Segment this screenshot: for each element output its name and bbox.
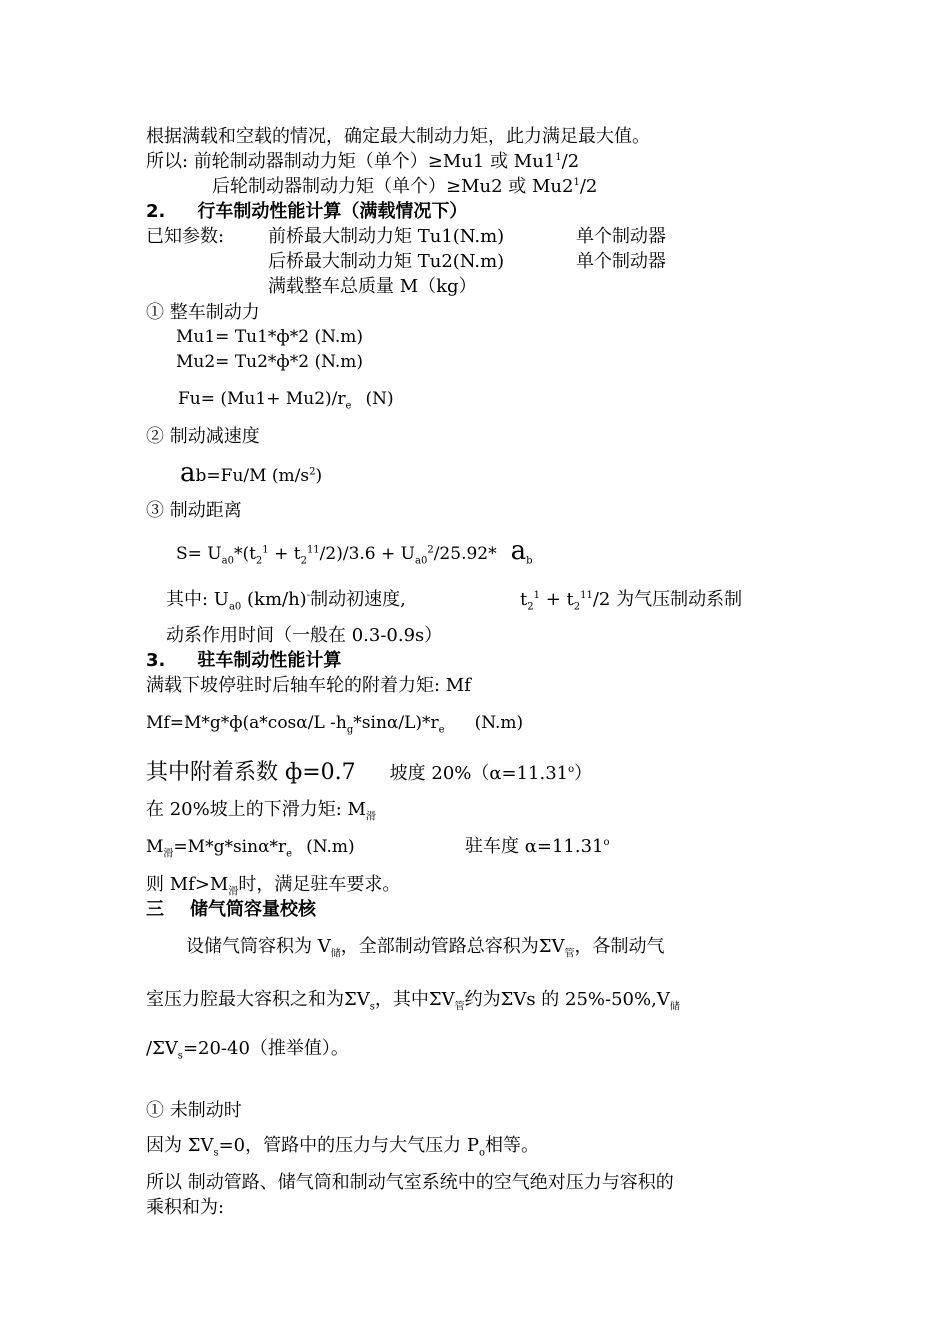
subscript: 滑 [163, 848, 174, 860]
note-line [166, 589, 406, 611]
text-span: /2)/3.6 + U [319, 544, 415, 564]
text-span: =0，管路中的压力与大气压力 P [218, 1135, 479, 1156]
text-span: ，全部制动管路总容积为ΣV [340, 936, 565, 957]
text-span: *sinα/L)*r [353, 713, 439, 733]
section-number: 三 [146, 899, 164, 920]
text-line [212, 176, 597, 198]
superscript: 1 [555, 152, 562, 163]
text-span: 设储气筒容积为 V [186, 936, 331, 957]
text-span: Fu= (Mu1+ Mu2)/r [178, 389, 346, 409]
subscript: s [177, 1050, 183, 1062]
formula [178, 388, 394, 410]
section-heading [146, 201, 467, 223]
text-span: 所以: 前轮制动器制动力矩（单个）≥Mu1 或 Mu1 [146, 151, 556, 172]
superscript: 1 [573, 177, 580, 188]
text-span: 相等。 [485, 1135, 539, 1156]
text-line [146, 1038, 349, 1060]
subscript: 2 [527, 601, 534, 613]
text-span: (N) [365, 389, 394, 409]
text-line [146, 762, 592, 785]
subscript: g [346, 724, 354, 736]
param-line: 后桥最大制动力矩 Tu2(N.m) [268, 251, 505, 272]
symbol: a [510, 536, 527, 566]
text-span: (N.m) [306, 837, 355, 857]
superscript: 11 [580, 590, 593, 601]
subscript: o [478, 1147, 485, 1159]
text-line: 根据满载和空载的情况，确定最大制动力矩，此力满足最大值。 [146, 126, 650, 147]
text-span: 约为ΣVs 的 25%-50%,V [464, 989, 670, 1010]
text-span: /2 为气压制动系制 [592, 589, 743, 610]
subscript: 储 [330, 948, 341, 960]
text-span: (km/h) [241, 589, 307, 610]
superscript: - [306, 590, 311, 601]
subscript: a0 [228, 601, 242, 613]
text-line [146, 874, 400, 896]
text-span: ，各制动气 [574, 936, 665, 957]
text-span: =20-40（推举值）。 [182, 1038, 349, 1059]
param-line: 满载整车总质量 M（kg） [268, 276, 477, 297]
text-line: 满载下坡停驻时后轴车轮的附着力矩: Mf [146, 675, 471, 696]
subscript: 2 [300, 555, 307, 567]
superscript: 11 [306, 544, 320, 556]
note-line [520, 589, 742, 611]
param-label: 已知参数: [146, 226, 225, 247]
formula: Mu1= Tu1*ф*2 (N.m) [176, 327, 364, 347]
text-line: 所以 制动管路、储气筒和制动气室系统中的空气绝对压力与容积的 [146, 1172, 674, 1193]
subscript: 管 [564, 948, 575, 960]
text-span: 其中附着系数 ф=0.7 [146, 760, 356, 785]
text-line [146, 151, 579, 173]
text-line [146, 799, 376, 821]
section-heading [146, 899, 316, 921]
section-title: 储气筒容量校核 [190, 899, 316, 920]
superscript: o [603, 837, 610, 848]
text-span: + t [539, 589, 574, 610]
text-span: + t [268, 544, 301, 564]
text-span: /2 [579, 176, 598, 197]
text-line [186, 936, 664, 958]
text-span: =M*g*sinα*r [173, 837, 287, 857]
param-line: 前桥最大制动力矩 Tu1(N.m) [268, 226, 505, 247]
text-line: 乘积和为: [146, 1197, 225, 1218]
text-span: 因为 ΣV [146, 1135, 214, 1156]
text-span: 驻车度 α=11.31 [465, 836, 604, 857]
text-span: 坡度 20%（α=11.31 [389, 763, 569, 784]
subscript: e [345, 400, 352, 412]
formula [180, 458, 323, 488]
section-heading [146, 650, 341, 672]
subscript: 滑 [228, 886, 239, 898]
subscript: e [286, 848, 293, 860]
text-span: Mf=M*g*ф(a*cosα/L -h [146, 713, 347, 733]
text-span: ，其中ΣV [374, 989, 455, 1010]
text-span: 室压力腔最大容积之和为ΣV [146, 989, 370, 1010]
subscript: a0 [221, 555, 234, 567]
item-heading: ② 制动减速度 [146, 426, 260, 447]
formula: Mu2= Tu2*ф*2 (N.m) [176, 352, 364, 372]
section-title: 驻车制动性能计算 [197, 650, 342, 671]
text-span: *(t [233, 544, 256, 564]
section-number: 3. [146, 650, 166, 671]
section-title: 行车制动性能计算（满载情况下） [197, 201, 468, 222]
item-heading: ③ 制动距离 [146, 500, 242, 521]
subscript: 管 [454, 1001, 465, 1013]
item-heading: ① 整车制动力 [146, 302, 260, 323]
superscript: o [568, 764, 575, 775]
text-span: 后轮制动器制动力矩（单个）≥Mu2 或 Mu2 [212, 176, 574, 197]
subscript: s [369, 1001, 375, 1013]
param-note: 单个制动器 [576, 226, 666, 247]
item-heading: ① 未制动时 [146, 1100, 242, 1121]
superscript: 2 [309, 466, 316, 478]
superscript: 1 [262, 544, 269, 556]
formula [146, 712, 523, 734]
text-span: /25.92* [433, 544, 497, 564]
text-span: 其中: U [166, 589, 229, 610]
text-span: ) [315, 466, 323, 486]
subscript: 滑 [365, 811, 376, 823]
text-span: t [520, 589, 528, 610]
subscript: 储 [669, 1001, 680, 1013]
text-span: 则 Mf>M [146, 874, 229, 895]
symbol: a [180, 458, 196, 488]
subscript: b [526, 555, 533, 567]
text-line [465, 836, 610, 858]
text-span: b=Fu/M (m/s [195, 466, 310, 486]
subscript: 2 [255, 555, 263, 567]
subscript: s [213, 1147, 219, 1159]
superscript: 2 [427, 544, 434, 556]
text-line [146, 989, 680, 1011]
text-span: M [146, 837, 164, 857]
subscript: a0 [415, 555, 428, 567]
superscript: 1 [533, 590, 540, 601]
text-span: 时，满足驻车要求。 [238, 874, 401, 895]
text-line [146, 1135, 539, 1157]
section-number: 2. [146, 201, 166, 222]
text-span: S= U [176, 544, 222, 564]
text-span: /2 [561, 151, 580, 172]
note-line: 动系作用时间（一般在 0.3-0.9s） [166, 625, 443, 646]
text-span: ） [574, 763, 593, 784]
subscript: e [438, 724, 445, 736]
formula [146, 836, 355, 858]
text-span: /ΣV [146, 1038, 178, 1059]
text-span: 在 20%坡上的下滑力矩: M [146, 799, 366, 820]
formula [176, 536, 533, 567]
text-span: (N.m) [474, 713, 524, 733]
param-note: 单个制动器 [576, 251, 666, 272]
text-span: 制动初速度, [310, 589, 406, 610]
subscript: 2 [573, 601, 581, 613]
